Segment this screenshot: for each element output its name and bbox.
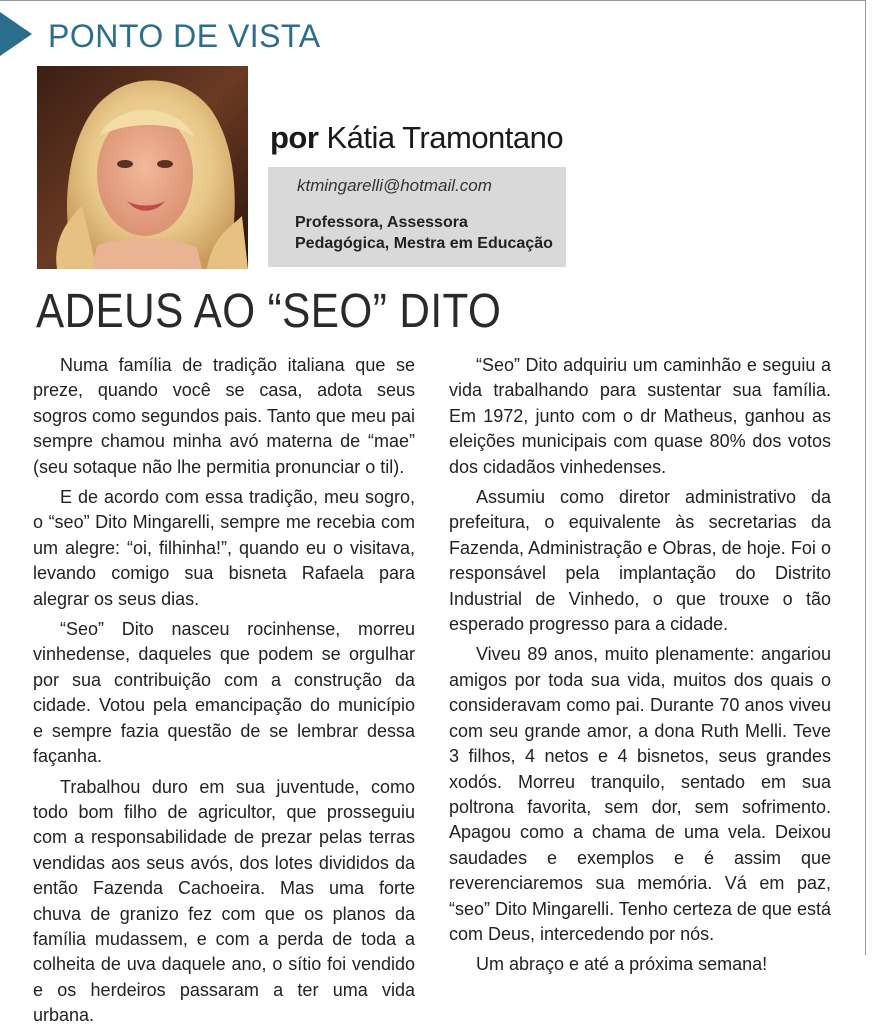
- byline-prefix: por: [270, 120, 319, 155]
- article-paragraph: “Seo” Dito nasceu rocinhense, morreu vinhedense, daqueles que podem se orgulhar por sua contribuição com a construção da cidade. Votou pela emancipação do município e sempre fazia questão de se lembrar dessa façanha.: [33, 619, 415, 767]
- article-paragraph: Numa família de tradição italiana que se preze, quando você se casa, adota seus sogros como segundos pais. Tanto que meu pai sempre chamou minha avó materna de “mae” (seu sotaque não lhe permitia pronunciar o til).: [33, 355, 415, 477]
- article-paragraph: E de acordo com essa tradição, meu sogro, o “seo” Dito Mingarelli, sempre me recebia com um alegre: “oi, filhinha!”, quando eu o visitava, levando comigo sua bisneta Rafaela para alegrar os seus dias.: [33, 487, 415, 609]
- article-paragraph: Assumiu como diretor administrativo da prefeitura, o equivalente às secretarias da Fazenda, Administração e Obras, de hoje. Foi o responsável pela implantação do Distrito Industrial de Vinhedo, o que trouxe o tão esperado progresso para a cidade.: [449, 487, 831, 635]
- frame-top-rule: [0, 0, 866, 1]
- article-headline: ADEUS AO “SEO” DITO: [36, 285, 502, 338]
- author-photo: [37, 66, 248, 269]
- article-closing: Um abraço e até a próxima semana!: [476, 954, 768, 975]
- frame-right-rule: [865, 0, 866, 955]
- article-column-right: [449, 353, 831, 983]
- author-role: Professora, Assessora Pedagógica, Mestra em Educação: [295, 214, 553, 252]
- author-byline: [270, 120, 563, 156]
- article-paragraph: Trabalhou duro em sua juventude, como todo bom filho de agricultor, que prosseguiu com a responsabilidade de prezar pelas terras vendidas aos seus avós, dos lotes divididos da então Fazenda Cachoeira. Mas uma forte chuva de granizo fez com que os planos da família mudassem, e com a perda de toda a colheita de uva daquele ano, o sítio foi vendido e os herdeiros passaram a ter uma vida urbana.: [33, 776, 415, 1026]
- section-title: PONTO DE VISTA: [48, 18, 321, 54]
- article-paragraph: Viveu 89 anos, muito plenamente: angariou amigos por toda sua vida, muitos dos quais o consideravam como pai. Durante 70 anos viveu com seu grande amor, a dona Ruth Melli. Teve 3 filhos, 4 netos e 4 bisnetos, seus grandes xodós. Morreu tranquilo, sentado em sua poltrona favorita, sem dor, sem sofrimento. Apagou como a chama de uma vela. Deixou saudades e exemplos e é assim que reverenciaremos sua memória. Vá em paz, “seo” Dito Mingarelli. Tenho certeza de que está com Deus, intercedendo por nós.: [449, 644, 831, 944]
- author-info-box: [268, 167, 566, 267]
- author-email[interactable]: ktmingarelli@hotmail.com: [297, 176, 492, 195]
- author-portrait-image: [37, 66, 248, 269]
- section-arrow-icon: [0, 12, 32, 56]
- article-paragraph: “Seo” Dito adquiriu um caminhão e seguiu a vida trabalhando para sustentar sua família. Em 1972, junto com o dr Matheus, ganhou as eleições municipais com quase 80% dos votos dos cidadãos vinhedenses.: [449, 355, 831, 477]
- author-name: Kátia Tramontano: [326, 120, 564, 155]
- article-column-left: [33, 353, 415, 1034]
